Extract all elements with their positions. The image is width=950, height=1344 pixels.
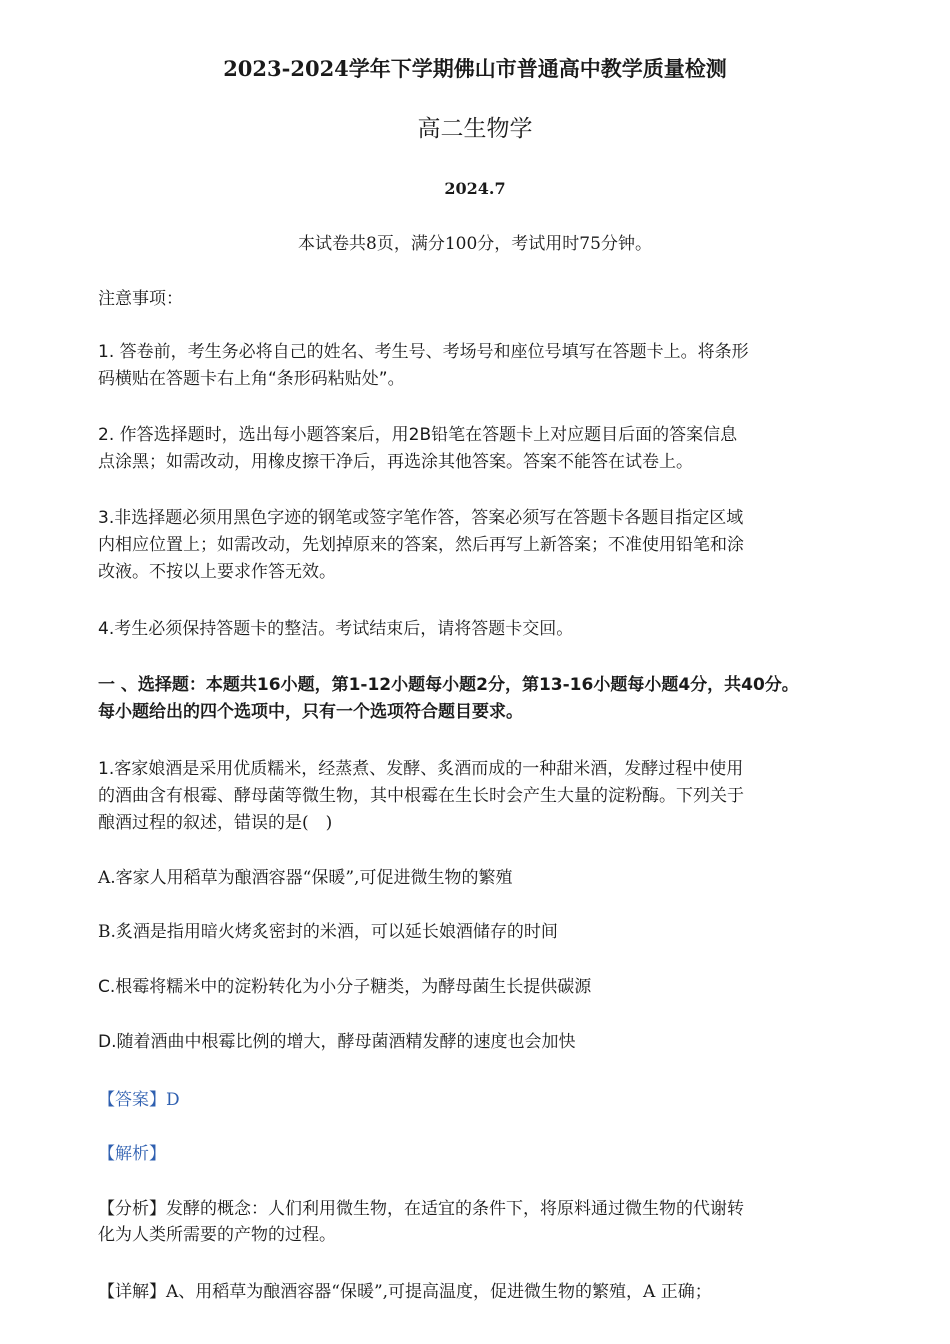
analysis-tag: 【解析】 (98, 1144, 166, 1164)
xiangjie-text-1: A、用稻草为酿酒容器“保暖”,可提高温度，促进微生物的繁殖，A 正确； (166, 1282, 712, 1302)
exam-subject: 高二生物学 (417, 116, 533, 142)
note-item-2-line-2: 点涂黑；如需改动，用橡皮擦干净后，再选涂其他答案。答案不能答在试卷上。 (98, 452, 693, 472)
xiangjie-line-1 (98, 1279, 858, 1305)
fenxi-line-2: 化为人类所需要的产物的过程。 (98, 1225, 336, 1245)
notes-heading: 注意事项： (98, 289, 183, 309)
note-item-1-line-1: 1. 答卷前，考生务必将自己的姓名、考生号、考场号和座位号填写在答题卡上。将条形 (98, 342, 749, 362)
note-item-3-line-1: 3.非选择题必须用黑色字迹的钢笔或签字笔作答，答案必须写在答题卡各题目指定区域 (98, 508, 744, 528)
exam-intro: 本试卷共8页，满分100分，考试用时75分钟。 (298, 234, 652, 254)
note-item-2-line-1: 2. 作答选择题时，选出每小题答案后，用2B铅笔在答题卡上对应题目后面的答案信息 (98, 425, 738, 445)
question-stem-line-3: 酿酒过程的叙述，错误的是( ) (98, 813, 333, 833)
xiangjie-tag: 【详解】 (98, 1282, 166, 1302)
fenxi-line-1 (98, 1196, 858, 1222)
section-heading-line-2: 每小题给出的四个选项中，只有一个选项符合题目要求。 (98, 702, 523, 722)
note-item-1-line-2: 码横贴在答题卡右上角“条形码粘贴处”。 (98, 369, 405, 389)
option-d: D.随着酒曲中根霉比例的增大，酵母菌酒精发酵的速度也会加快 (98, 1032, 576, 1052)
option-b: B.炙酒是指用暗火烤炙密封的米酒，可以延长娘酒储存的时间 (98, 922, 558, 942)
fenxi-text-1: 发酵的概念：人们利用微生物，在适宜的条件下，将原料通过微生物的代谢转 (166, 1199, 744, 1219)
answer-line (98, 1087, 858, 1113)
question-stem-line-2: 的酒曲含有根霉、酵母菌等微生物，其中根霉在生长时会产生大量的淀粉酶。下列关于 (98, 786, 744, 806)
question-stem-line-1: 1.客家娘酒是采用优质糯米，经蒸煮、发酵、炙酒而成的一种甜米酒，发酵过程中使用 (98, 759, 744, 779)
answer-value: D (166, 1090, 180, 1110)
answer-tag: 【答案】 (98, 1090, 166, 1110)
exam-title: 2023-2024学年下学期佛山市普通高中教学质量检测 (223, 56, 727, 81)
note-item-3-line-3: 改液。不按以上要求作答无效。 (98, 562, 336, 582)
section-heading-line-1: 一 、选择题：本题共16小题，第1-12小题每小题2分，第13-16小题每小题4分，共40分。 (98, 675, 799, 695)
note-item-4: 4.考生必须保持答题卡的整洁。考试结束后，请将答题卡交回。 (98, 619, 574, 639)
note-item-3-line-2: 内相应位置上；如需改动，先划掉原来的答案，然后再写上新答案；不准使用铅笔和涂 (98, 535, 744, 555)
option-c: C.根霉将糯米中的淀粉转化为小分子糖类，为酵母菌生长提供碳源 (98, 977, 592, 997)
fenxi-tag: 【分析】 (98, 1199, 166, 1219)
exam-date: 2024.7 (444, 179, 506, 198)
option-a: A.客家人用稻草为酿酒容器“保暖”,可促进微生物的繁殖 (98, 868, 513, 888)
